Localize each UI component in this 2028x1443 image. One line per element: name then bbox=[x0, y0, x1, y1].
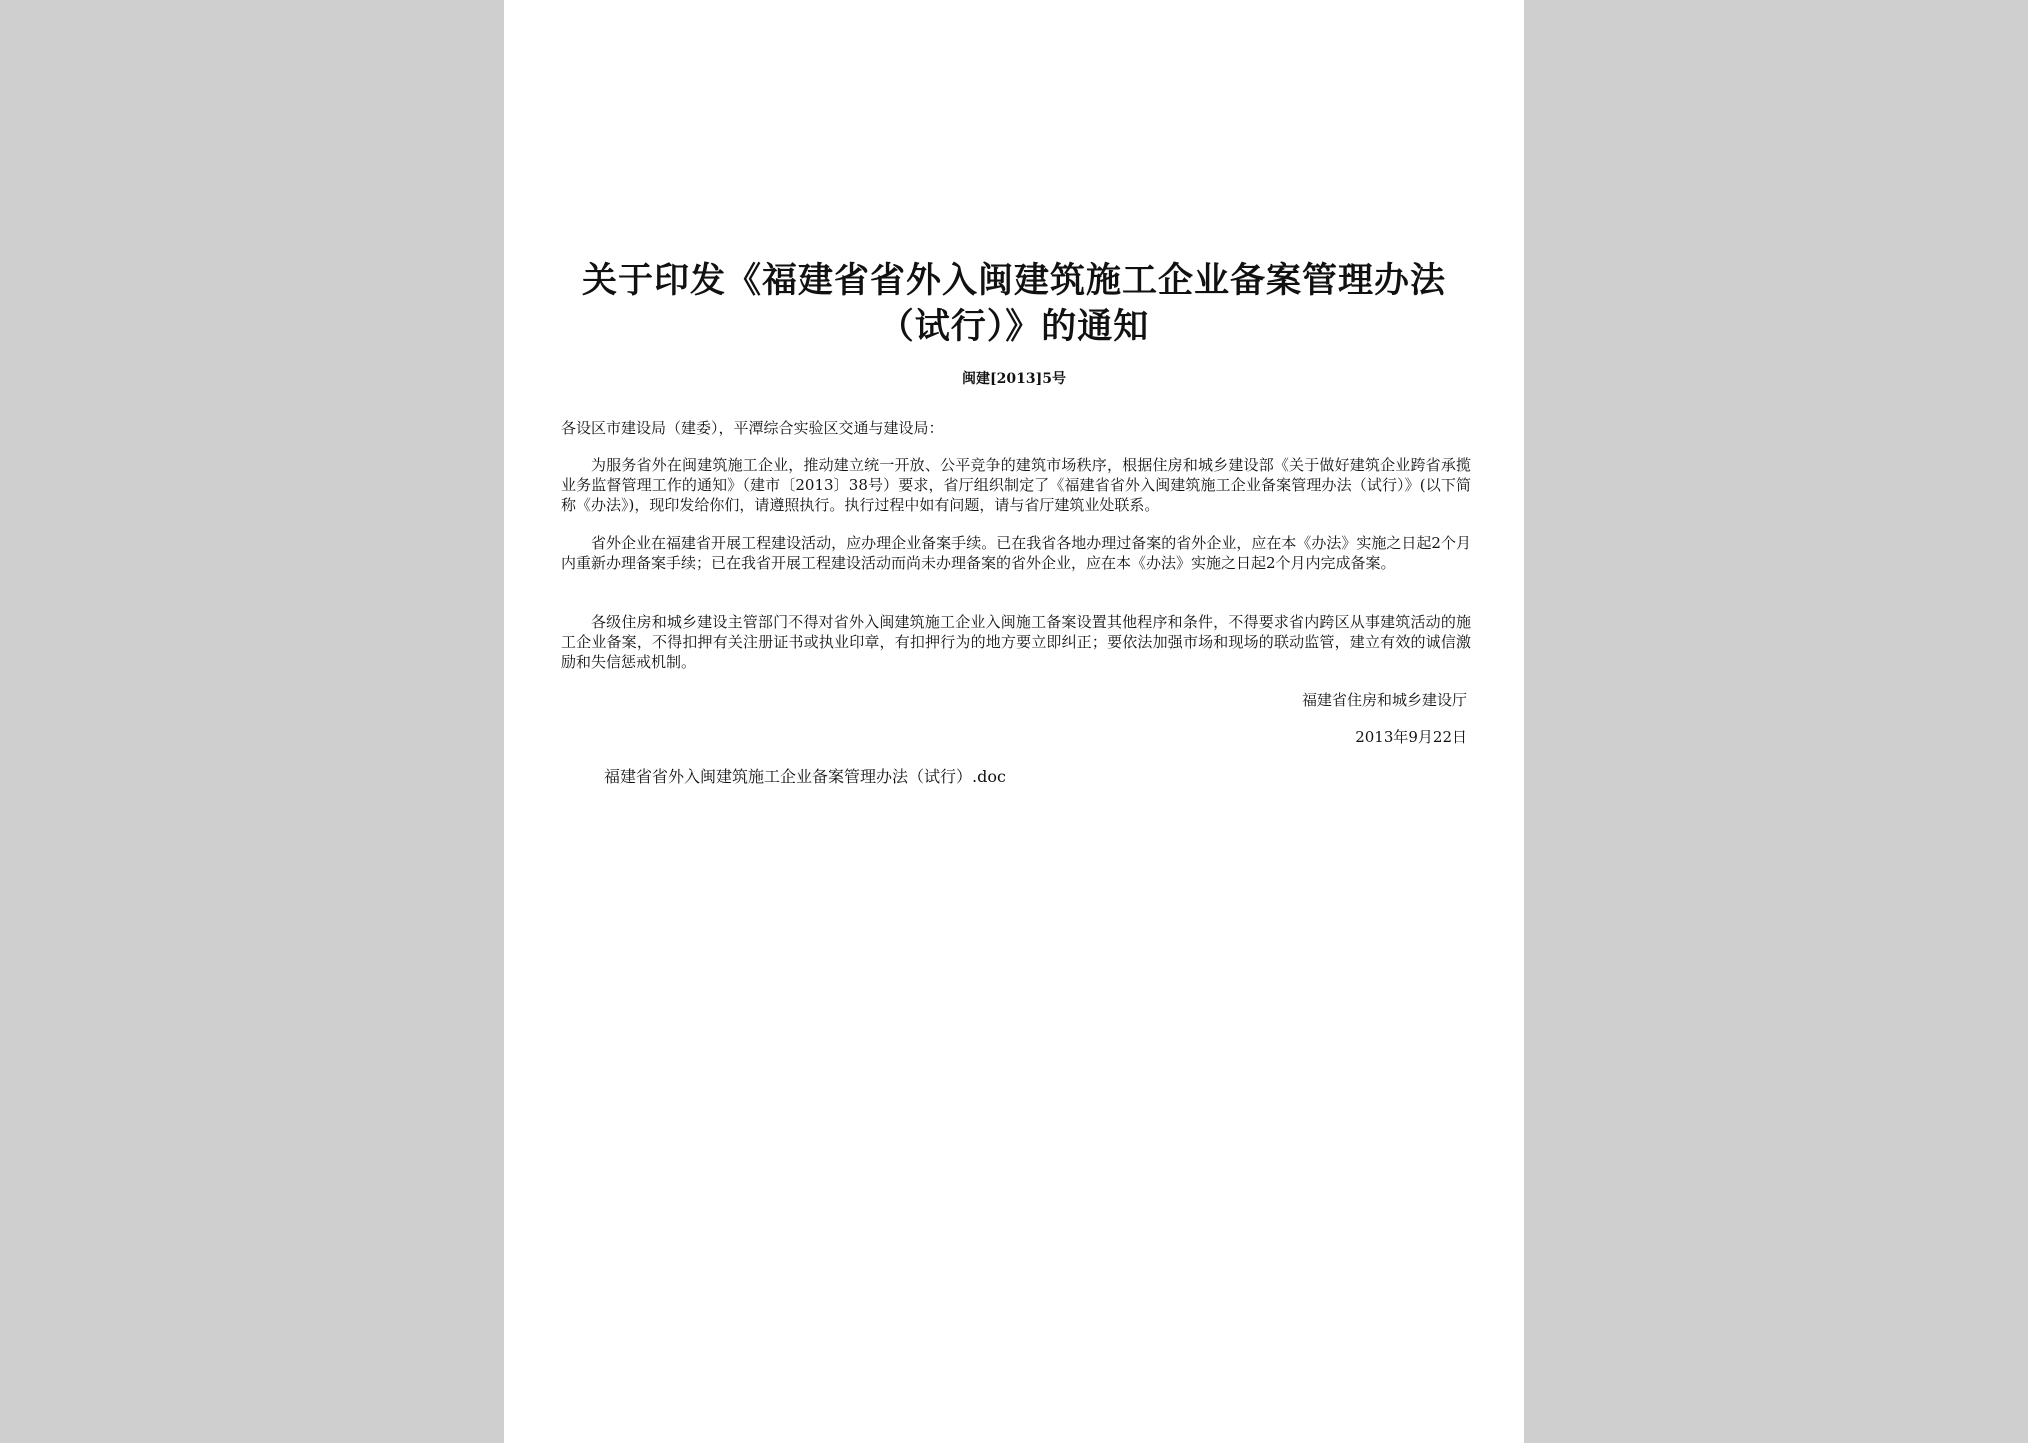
signing-authority: 福建省住房和城乡建设厅 bbox=[1301, 691, 1467, 709]
signing-date: 2013年9月22日 bbox=[1355, 728, 1467, 746]
paragraph-3: 各级住房和城乡建设主管部门不得对省外入闽建筑施工企业入闽施工备案设置其他程序和条件，不得要求省内跨区从事建筑活动的施工企业备案，不得扣押有关注册证书或执业印章，有扣押行为的地方要立即纠正；要依法加强市场和现场的联动监管，建立有效的诚信激励和失信惩戒机制。 bbox=[561, 613, 1471, 671]
attachment-link[interactable]: 福建省省外入闽建筑施工企业备案管理办法（试行）.doc bbox=[604, 767, 1006, 786]
document-number: 闽建[2013]5号 bbox=[962, 371, 1066, 387]
document-page bbox=[504, 0, 1524, 1443]
paragraph-1: 为服务省外在闽建筑施工企业，推动建立统一开放、公平竞争的建筑市场秩序，根据住房和城乡建设部《关于做好建筑企业跨省承揽业务监督管理工作的通知》（建市〔2013〕38号）要求，省厅组织制定了《福建省省外入闽建筑施工企业备案管理办法（试行）》(以下简称《办法》)，现印发给你们，请遵照执行。执行过程中如有问题，请与省厅建筑业处联系。 bbox=[561, 456, 1471, 514]
salutation: 各设区市建设局（建委），平潭综合实验区交通与建设局： bbox=[561, 419, 944, 437]
paragraph-2: 省外企业在福建省开展工程建设活动，应办理企业备案手续。已在我省各地办理过备案的省外企业，应在本《办法》实施之日起2个月内重新办理备案手续；已在我省开展工程建设活动而尚未办理备案的省外企业，应在本《办法》实施之日起2个月内完成备案。 bbox=[561, 534, 1471, 572]
document-title: 关于印发《福建省省外入闽建筑施工企业备案管理办法（试行）》的通知 bbox=[581, 260, 1446, 347]
